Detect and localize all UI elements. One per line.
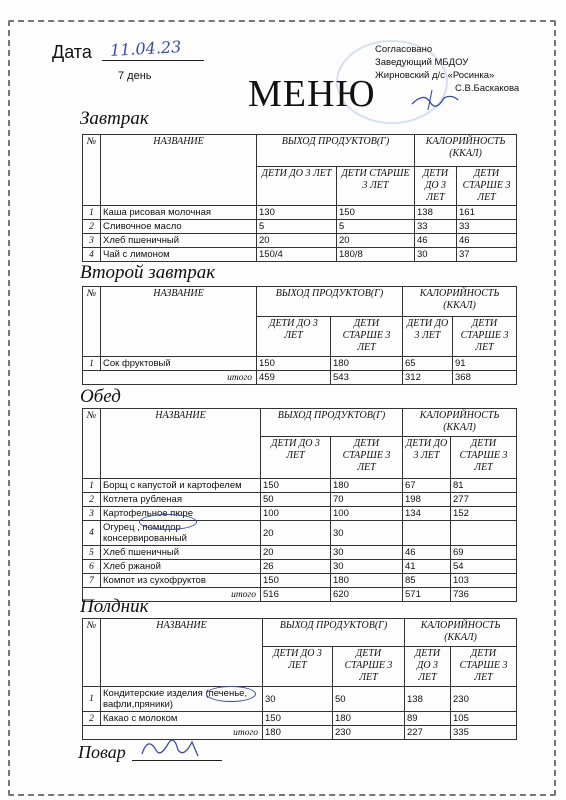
- total-cal-over3: 368: [453, 371, 517, 385]
- table-row: [83, 493, 517, 507]
- yield-under3: 20: [257, 234, 337, 248]
- section-title-breakfast: Завтрак: [80, 108, 149, 129]
- cal-over3: 161: [457, 206, 517, 220]
- dish-name: Кондитерские изделия (печенье, вафли,пряники): [101, 687, 263, 712]
- total-cal-under3: 227: [405, 726, 451, 740]
- dish-name: Чай с лимоном: [101, 248, 257, 262]
- col-num-header: №: [83, 135, 101, 206]
- cal-under3: 198: [403, 493, 451, 507]
- row-number: 1: [83, 687, 101, 712]
- total-cal-under3: 312: [403, 371, 453, 385]
- col-cal-header: КАЛОРИЙНОСТЬ (ККАЛ): [403, 409, 517, 437]
- cal-over3: 105: [451, 712, 517, 726]
- cal-under3: 33: [415, 220, 457, 234]
- yield-over3-header: ДЕТИ СТАРШЕ 3 ЛЕТ: [333, 647, 405, 687]
- table-row: [83, 479, 517, 493]
- cook-signature: [138, 732, 208, 762]
- total-yield-under3: 516: [261, 588, 331, 602]
- yield-over3: 180: [331, 357, 403, 371]
- cal-over3-header: ДЕТИ СТАРШЕ 3 ЛЕТ: [451, 437, 517, 479]
- total-yield-over3: 620: [331, 588, 403, 602]
- cal-over3: 54: [451, 560, 517, 574]
- total-yield-under3: 459: [257, 371, 331, 385]
- cal-under3: 46: [403, 546, 451, 560]
- date-value: 11.04.23: [109, 37, 182, 60]
- cal-over3: 152: [451, 507, 517, 521]
- total-label: итого: [83, 588, 261, 602]
- yield-under3-header: ДЕТИ ДО 3 ЛЕТ: [263, 647, 333, 687]
- col-name-header: НАЗВАНИЕ: [101, 287, 257, 357]
- cal-over3-header: ДЕТИ СТАРШЕ 3 ЛЕТ: [457, 167, 517, 206]
- yield-under3: 130: [257, 206, 337, 220]
- total-cal-under3: 571: [403, 588, 451, 602]
- dish-name: Каша рисовая молочная: [101, 206, 257, 220]
- dish-name: Хлеб пшеничный: [101, 546, 261, 560]
- cal-over3: 37: [457, 248, 517, 262]
- yield-over3: 180: [333, 712, 405, 726]
- total-label: итого: [83, 726, 263, 740]
- second-breakfast-table: [82, 286, 517, 385]
- dish-name: Котлета рубленая: [101, 493, 261, 507]
- col-num-header: №: [83, 619, 101, 687]
- row-number: 1: [83, 206, 101, 220]
- table-row: [83, 248, 517, 262]
- section-title-snack: Полдник: [80, 596, 149, 617]
- yield-under3: 100: [261, 507, 331, 521]
- col-cal-header: КАЛОРИЙНОСТЬ (ККАЛ): [405, 619, 517, 647]
- row-number: 3: [83, 234, 101, 248]
- yield-under3-header: ДЕТИ ДО 3 ЛЕТ: [261, 437, 331, 479]
- yield-under3: 150: [263, 712, 333, 726]
- col-num-header: №: [83, 287, 101, 357]
- total-yield-over3: 230: [333, 726, 405, 740]
- cal-under3-header: ДЕТИ ДО 3 ЛЕТ: [403, 317, 453, 357]
- cook-label: Повар: [78, 742, 126, 762]
- row-number: 4: [83, 521, 101, 546]
- yield-under3: 150/4: [257, 248, 337, 262]
- cal-under3-header: ДЕТИ ДО 3 ЛЕТ: [403, 437, 451, 479]
- director-signature: [410, 88, 460, 112]
- dish-name: Хлеб ржаной: [101, 560, 261, 574]
- dish-name: Компот из сухофруктов: [101, 574, 261, 588]
- table-row: [83, 357, 517, 371]
- col-yield-header: ВЫХОД ПРОДУКТОВ(Г): [257, 287, 403, 317]
- table-row: [83, 234, 517, 248]
- row-number: 3: [83, 507, 101, 521]
- col-name-header: НАЗВАНИЕ: [101, 409, 261, 479]
- cal-under3: 85: [403, 574, 451, 588]
- lunch-table: [82, 408, 517, 602]
- cal-under3: 89: [405, 712, 451, 726]
- dish-name: Хлеб пшеничный: [101, 234, 257, 248]
- yield-under3: 150: [261, 479, 331, 493]
- breakfast-table: [82, 134, 517, 262]
- cal-under3-header: ДЕТИ ДО 3 ЛЕТ: [415, 167, 457, 206]
- cal-over3: 277: [451, 493, 517, 507]
- yield-under3: 150: [261, 574, 331, 588]
- dish-name: Сок фруктовый: [101, 357, 257, 371]
- cal-under3: [403, 521, 451, 546]
- total-cal-over3: 335: [451, 726, 517, 740]
- yield-under3-header: ДЕТИ ДО 3 ЛЕТ: [257, 317, 331, 357]
- row-number: 6: [83, 560, 101, 574]
- dish-name: Сливочное масло: [101, 220, 257, 234]
- yield-over3: 180/8: [337, 248, 415, 262]
- approval-line: С.В.Баскакова: [455, 83, 520, 94]
- yield-under3-header: ДЕТИ ДО 3 ЛЕТ: [257, 167, 337, 206]
- cal-over3: 33: [457, 220, 517, 234]
- cal-under3: 30: [415, 248, 457, 262]
- cal-over3: 81: [451, 479, 517, 493]
- table-row: [83, 546, 517, 560]
- yield-over3: 30: [331, 560, 403, 574]
- cal-under3: 134: [403, 507, 451, 521]
- cal-under3: 41: [403, 560, 451, 574]
- col-cal-header: КАЛОРИЙНОСТЬ (ККАЛ): [415, 135, 517, 167]
- cal-under3: 67: [403, 479, 451, 493]
- handwritten-circle: [206, 686, 256, 702]
- date-underline: [102, 60, 204, 61]
- table-row: [83, 712, 517, 726]
- section-title-second-breakfast: Второй завтрак: [80, 262, 216, 283]
- yield-over3: 30: [331, 546, 403, 560]
- yield-over3: 30: [331, 521, 403, 546]
- col-num-header: №: [83, 409, 101, 479]
- section-title-lunch: Обед: [80, 386, 121, 407]
- total-yield-over3: 543: [331, 371, 403, 385]
- yield-over3: 100: [331, 507, 403, 521]
- table-row: [83, 560, 517, 574]
- cal-under3: 65: [403, 357, 453, 371]
- row-number: 1: [83, 357, 101, 371]
- total-cal-over3: 736: [451, 588, 517, 602]
- yield-over3: 180: [331, 479, 403, 493]
- yield-under3: 150: [257, 357, 331, 371]
- col-cal-header: КАЛОРИЙНОСТЬ (ККАЛ): [403, 287, 517, 317]
- col-yield-header: ВЫХОД ПРОДУКТОВ(Г): [261, 409, 403, 437]
- dish-name: Борщ с капустой и картофелем: [101, 479, 261, 493]
- row-number: 7: [83, 574, 101, 588]
- cal-over3-header: ДЕТИ СТАРШЕ 3 ЛЕТ: [451, 647, 517, 687]
- yield-over3: 150: [337, 206, 415, 220]
- yield-under3: 50: [261, 493, 331, 507]
- approval-line: Согласовано: [375, 44, 433, 55]
- cal-over3: 103: [451, 574, 517, 588]
- yield-over3: 5: [337, 220, 415, 234]
- cal-over3: 230: [451, 687, 517, 712]
- snack-table: [82, 618, 517, 740]
- cal-under3: 138: [415, 206, 457, 220]
- handwritten-circle: [139, 514, 197, 530]
- col-name-header: НАЗВАНИЕ: [101, 619, 263, 687]
- yield-over3: 20: [337, 234, 415, 248]
- col-yield-header: ВЫХОД ПРОДУКТОВ(Г): [257, 135, 415, 167]
- row-number: 4: [83, 248, 101, 262]
- table-row: [83, 574, 517, 588]
- table-row: [83, 206, 517, 220]
- total-label: итого: [83, 371, 257, 385]
- row-number: 2: [83, 220, 101, 234]
- row-number: 5: [83, 546, 101, 560]
- cal-over3: 91: [453, 357, 517, 371]
- yield-under3: 5: [257, 220, 337, 234]
- cal-over3-header: ДЕТИ СТАРШЕ 3 ЛЕТ: [453, 317, 517, 357]
- table-row: [83, 687, 517, 712]
- yield-under3: 20: [261, 521, 331, 546]
- table-row: [83, 220, 517, 234]
- row-number: 2: [83, 712, 101, 726]
- col-name-header: НАЗВАНИЕ: [101, 135, 257, 206]
- yield-over3: 180: [331, 574, 403, 588]
- date-label: Дата: [52, 42, 92, 62]
- col-yield-header: ВЫХОД ПРОДУКТОВ(Г): [263, 619, 405, 647]
- cal-over3: 46: [457, 234, 517, 248]
- yield-over3: 50: [333, 687, 405, 712]
- cal-under3-header: ДЕТИ ДО 3 ЛЕТ: [405, 647, 451, 687]
- yield-over3-header: ДЕТИ СТАРШЕ 3 ЛЕТ: [337, 167, 415, 206]
- dish-name: Картофельное пюре: [101, 507, 261, 521]
- approval-line: Жирновский д/с «Росинка»: [375, 70, 495, 81]
- dish-name: Огурец , помидор консервированный: [101, 521, 261, 546]
- total-row: [83, 371, 517, 385]
- dish-name: Какао с молоком: [101, 712, 263, 726]
- page-title: МЕНЮ: [248, 73, 376, 115]
- approval-line: Заведующий МБДОУ: [375, 57, 469, 68]
- cal-over3: 69: [451, 546, 517, 560]
- cal-under3: 46: [415, 234, 457, 248]
- yield-over3-header: ДЕТИ СТАРШЕ 3 ЛЕТ: [331, 317, 403, 357]
- yield-under3: 26: [261, 560, 331, 574]
- yield-under3: 20: [261, 546, 331, 560]
- yield-over3: 70: [331, 493, 403, 507]
- day-number: 7 день: [118, 70, 152, 82]
- total-yield-under3: 180: [263, 726, 333, 740]
- cal-over3: [451, 521, 517, 546]
- row-number: 2: [83, 493, 101, 507]
- yield-over3-header: ДЕТИ СТАРШЕ 3 ЛЕТ: [331, 437, 403, 479]
- cal-under3: 138: [405, 687, 451, 712]
- row-number: 1: [83, 479, 101, 493]
- yield-under3: 30: [263, 687, 333, 712]
